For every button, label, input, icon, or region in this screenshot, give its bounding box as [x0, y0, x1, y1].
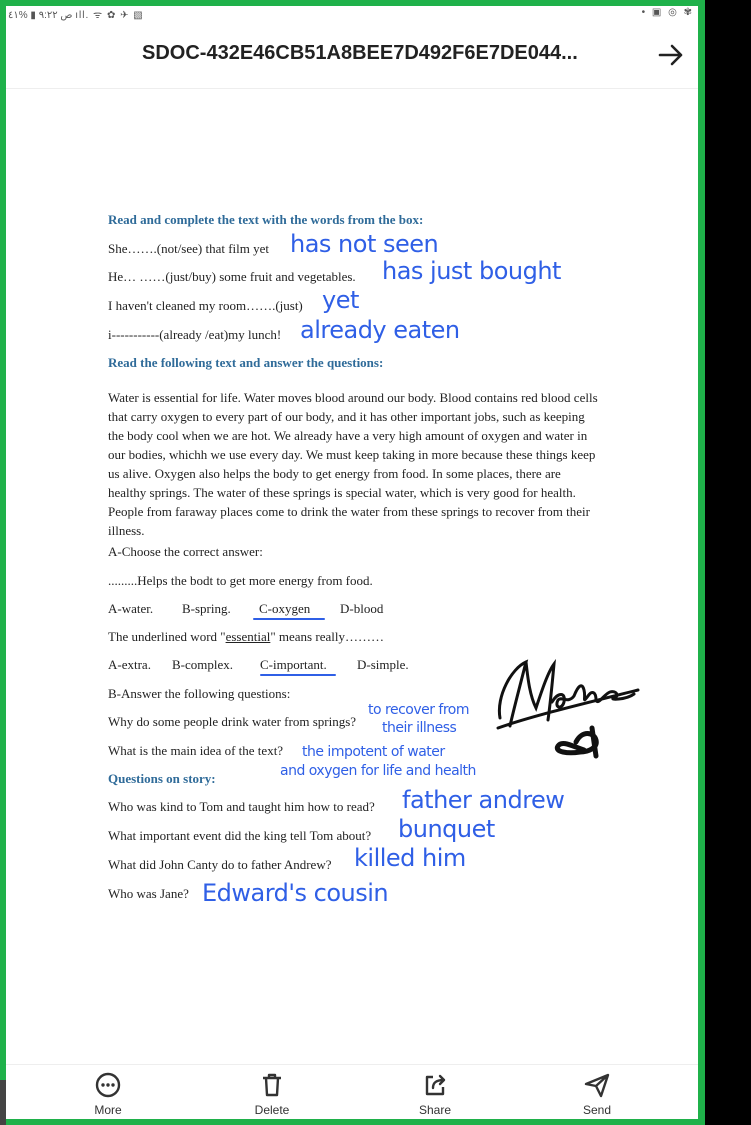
mc1-question: .........Helps the bodt to get more energy from food.: [108, 573, 373, 588]
send-icon: [583, 1071, 611, 1099]
story-question-1: Who was kind to Tom and taught him how to read?: [108, 799, 375, 814]
reading-passage: Water is essential for life. Water moves blood around our body. Blood contains red blood cells that carry oxygen to every part of our body, and it has other important jobs, such as keeping the body cool when we are hot. We already have a very high amount of oxygen and water in our bodies, whichh we use every day. We must keep taking in more because these things keep us alive. Oxygen also helps the body to get energy from food. In some places, there are healthy springs. The water of these springs is special water, which is very good for health. People from faraway places come to drink the water from these springs to recover from their illness.: [108, 390, 598, 538]
story-question-3: What did John Canty do to father Andrew?: [108, 857, 332, 872]
b-answer-2-line2: and oxygen for life and health: [280, 763, 476, 779]
b-question-1: Why do some people drink water from springs?: [108, 714, 357, 729]
mc1-option-b: B-spring.: [182, 601, 231, 616]
more-label: More: [94, 1103, 122, 1117]
section-a-label: A-Choose the correct answer:: [108, 544, 263, 559]
mc1-answer-mark: [253, 618, 325, 620]
send-label: Send: [582, 1103, 612, 1117]
question-2: He… ……(just/buy) some fruit and vegetables.: [108, 269, 356, 284]
story-question-2: What important event did the king tell Tom about?: [108, 828, 372, 843]
status-left: ص ٩:٢٢ ▮ %٤١ ıll. ᯤ ✿ ✈ ▧: [8, 10, 144, 21]
mc1-option-d: D-blood: [340, 601, 384, 616]
question-1: She…….(not/see) that film yet: [108, 241, 270, 256]
mc2-option-d: D-simple.: [357, 657, 409, 672]
heading-story: Questions on story:: [108, 771, 216, 786]
b-answer-2-line1: the impotent of water: [302, 744, 445, 760]
status-right: • ▣ ◎ ✾: [641, 7, 694, 18]
more-icon: [94, 1071, 122, 1099]
trash-icon: [258, 1071, 286, 1099]
document-page: [6, 96, 698, 1056]
mc2-option-b: B-complex.: [172, 657, 234, 672]
arrow-right-icon[interactable]: [656, 40, 686, 70]
mc2-option-a: A-extra.: [108, 657, 151, 672]
right-edge-strip: [705, 0, 751, 1125]
share-button[interactable]: [395, 1071, 475, 1117]
mc1-option-a: A-water.: [108, 601, 154, 616]
share-icon: [421, 1071, 449, 1099]
send-button[interactable]: [557, 1071, 637, 1117]
b-answer-1-line1: to recover from: [368, 702, 470, 718]
answer-3: yet: [322, 286, 359, 314]
heading-complete: Read and complete the text with the words from the box:: [108, 212, 424, 227]
answer-4: already eaten: [300, 316, 460, 344]
mc2-answer-mark: [260, 674, 336, 676]
section-b-label: B-Answer the following questions:: [108, 686, 291, 701]
b-question-2: What is the main idea of the text?: [108, 743, 284, 758]
story-answer-4: Edward's cousin: [202, 879, 389, 907]
b-answer-1-line2: their illness: [382, 720, 457, 736]
question-4: i-----------(already /eat)my lunch!: [108, 327, 282, 342]
app-window: [6, 6, 698, 1119]
answer-2: has just bought: [382, 257, 561, 285]
document-title: SDOC-432E46CB51A8BEE7D492F6E7DE044...: [142, 42, 578, 64]
delete-label: Delete: [254, 1103, 290, 1117]
story-question-4: Who was Jane?: [108, 886, 189, 901]
mc2-question-word: essential: [225, 629, 271, 644]
question-3: I haven't cleaned my room…….(just): [108, 298, 303, 313]
story-answer-2: bunquet: [398, 815, 495, 843]
bottom-toolbar: [6, 1064, 698, 1119]
delete-button[interactable]: [232, 1071, 312, 1117]
share-label: Share: [418, 1103, 452, 1117]
status-bar: [6, 6, 698, 22]
header-bar: [6, 24, 698, 89]
mc1-option-c: C-oxygen: [259, 601, 311, 616]
signature: [492, 656, 642, 766]
mc2-question-pre: The underlined word ": [108, 629, 226, 644]
more-button[interactable]: [68, 1071, 148, 1117]
story-answer-1: father andrew: [402, 786, 565, 814]
story-answer-3: killed him: [354, 844, 466, 872]
answer-1: has not seen: [290, 230, 439, 258]
heading-read: Read the following text and answer the questions:: [108, 355, 384, 370]
mc2-option-c: C-important.: [260, 657, 327, 672]
mc2-question-post: " means really………: [270, 629, 384, 644]
mc2-question: [108, 629, 384, 645]
